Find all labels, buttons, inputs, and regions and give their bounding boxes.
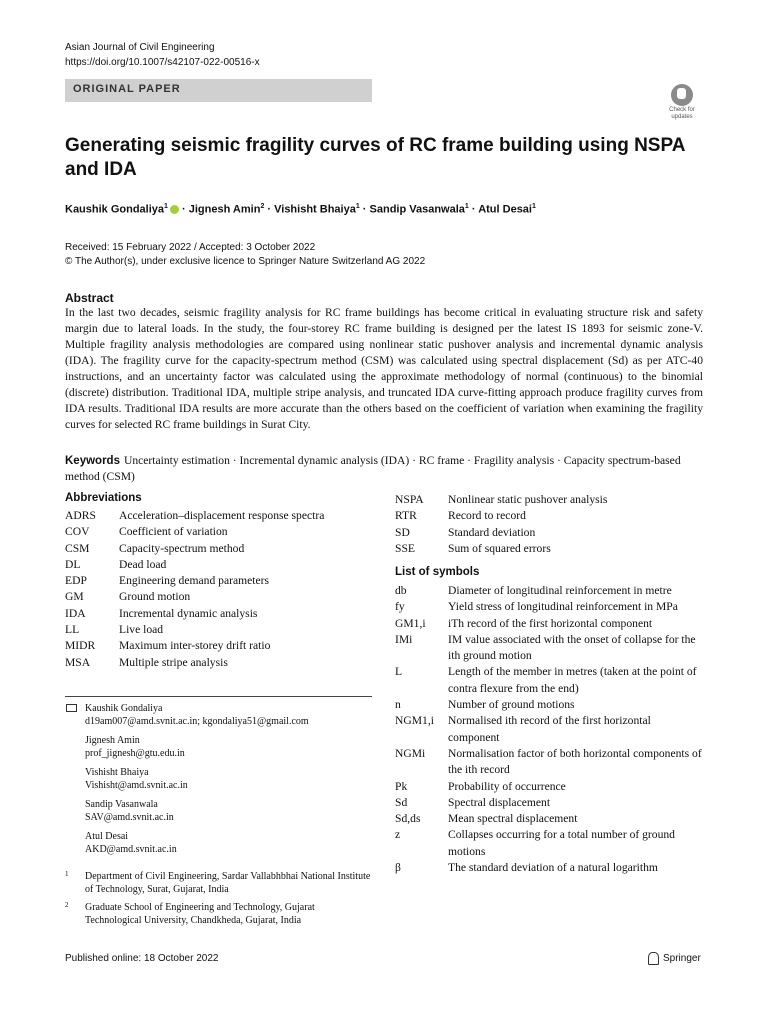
keywords-heading: Keywords	[65, 455, 120, 467]
abbreviation-term: COV	[65, 525, 90, 539]
abbreviation-row	[395, 541, 607, 557]
abbreviation-row	[395, 508, 607, 524]
affiliation-entry	[65, 901, 372, 927]
symbol-term: z	[395, 828, 401, 842]
abbreviation-definition: Coefficient of variation	[119, 525, 228, 539]
symbol-definition: Length of the member in metres (taken at the point of contra flexure from the end)	[448, 665, 697, 695]
abstract-text: In the last two decades, seismic fragility analysis for RC frame buildings has become critical in evaluating structure risk and safety margin due to lateral loads. In the study, the four-storey RC frame building is designed per the latest IS 1893 for seismic zone-V. Multiple fragility analysis methodologies are compared using nonlinear static pushover analysis and incremental dynamic analysis (IDA). The fragility curve for the capacity-spectrum method (CSM) was calculated using spectral displacement (Sd) as per ATC-40 instructions, and an uncertainty factor was calculated using the approximate methodology of normal (continuous) to the binomial (discrete) distribution. Traditional IDA, multiple stripe analysis, and truncated IDA curve-fitting approach produce fragility curves from IDA results. Traditional IDA results are more accurate than the others based on the coefficient of variation when examining the fragility curves for selected RC frame buildings in Surat City.	[65, 306, 703, 431]
article-type-banner	[65, 79, 372, 102]
check-updates-label: Check for	[669, 107, 695, 113]
author-list: Kaushik Gondaliya$^1$ · Jignesh Amin$^2$ · Vishisht Bhaiya$^1$ · Sandip Vasanwala$^1$ · Atul Desai$^1$	[65, 203, 536, 216]
author-affil-mark: 1	[164, 203, 168, 210]
symbol-term: GM1,i	[395, 616, 426, 630]
contact-entry	[65, 798, 372, 824]
check-updates-icon	[671, 84, 693, 106]
abbreviation-row	[65, 508, 324, 524]
abbreviation-row	[65, 589, 324, 605]
contact-name: Jignesh Amin	[85, 735, 140, 746]
doi-link[interactable]: https://doi.org/10.1007/s42107-022-00516-x	[65, 57, 260, 68]
author-name: Atul Desai	[478, 203, 532, 216]
author-name: Sandip Vasanwala	[369, 203, 465, 216]
symbol-row	[395, 860, 705, 876]
footnote-divider	[65, 696, 372, 697]
symbol-term: Pk	[395, 779, 408, 793]
symbol-row	[395, 746, 705, 779]
symbol-row	[395, 697, 705, 713]
contact-email[interactable]: Vishisht@amd.svnit.ac.in	[85, 780, 188, 791]
symbol-definition: Mean spectral displacement	[448, 812, 578, 826]
abbreviation-definition: Incremental dynamic analysis	[119, 606, 258, 620]
keywords-text: Uncertainty estimation · Incremental dynamic analysis (IDA) · RC frame · Fragility analysis · Capacity spectrum-based method (CSM)	[65, 454, 681, 483]
publisher-logo	[648, 952, 701, 965]
symbol-row	[395, 616, 705, 632]
abbreviations-table-left	[65, 508, 324, 671]
affiliation-text: Department of Civil Engineering, Sardar Vallabhbhai National Institute of Technology, Surat, Gujarat, India	[85, 871, 371, 895]
abbreviation-term: LL	[65, 623, 80, 637]
publisher-name: Springer	[663, 953, 701, 965]
abbreviation-definition: Standard deviation	[448, 525, 536, 539]
symbol-definition: The standard deviation of a natural logarithm	[448, 861, 658, 875]
abbreviation-row	[65, 573, 324, 589]
symbol-term: fy	[395, 600, 405, 614]
abbreviation-term: RTR	[395, 509, 417, 523]
abbreviation-definition: Dead load	[119, 557, 167, 571]
abbreviation-row	[65, 557, 324, 573]
abbreviation-definition: Capacity-spectrum method	[119, 541, 245, 555]
keywords	[65, 453, 703, 485]
symbols-heading: List of symbols	[395, 566, 480, 578]
abbreviation-row	[65, 622, 324, 638]
abbreviation-term: GM	[65, 590, 84, 604]
symbol-term: db	[395, 584, 407, 597]
article-dates	[65, 241, 425, 269]
abbreviation-term: DL	[65, 557, 81, 571]
affiliation-text: Graduate School of Engineering and Technology, Gujarat Technological University, Chandkheda, Gujarat, India	[85, 902, 315, 926]
abbreviation-term: MSA	[65, 655, 91, 669]
symbol-definition: Normalised ith record of the first horizontal component	[448, 714, 651, 744]
received-accepted: Received: 15 February 2022 / Accepted: 3 October 2022	[65, 242, 316, 253]
author-contacts	[65, 702, 372, 862]
abbreviation-term: NSPA	[395, 493, 424, 506]
copyright-line: © The Author(s), under exclusive licence to Springer Nature Switzerland AG 2022	[65, 256, 426, 267]
symbol-row	[395, 779, 705, 795]
author-affil-mark: 1	[464, 203, 469, 210]
symbol-definition: Spectral displacement	[448, 795, 551, 809]
symbol-row	[395, 827, 705, 860]
abbreviations-heading: Abbreviations	[65, 492, 142, 504]
abbreviation-row	[65, 638, 324, 654]
contact-email[interactable]: prof_jignesh@gtu.edu.in	[85, 748, 185, 759]
abbreviation-row	[65, 541, 324, 557]
abbreviation-term: CSM	[65, 541, 90, 555]
abbreviation-definition: Live load	[119, 623, 164, 637]
author-name: Kaushik Gondaliya	[65, 203, 165, 216]
abbreviation-row	[65, 606, 324, 622]
author-affil-mark: 2	[260, 203, 265, 210]
author-affil-mark: 1	[531, 203, 536, 210]
symbol-definition: IM value associated with the onset of collapse for the ith ground motion	[448, 632, 696, 663]
symbol-definition: Collapses occurring for a total number of ground motions	[448, 828, 675, 858]
abstract-heading: Abstract	[65, 291, 114, 305]
abbreviation-definition: Record to record	[448, 509, 526, 523]
symbol-term: IMi	[395, 632, 413, 646]
abbreviations-table-right	[395, 492, 607, 557]
abbreviation-term: SSE	[395, 541, 415, 555]
article-type-label: ORIGINAL PAPER	[73, 83, 181, 95]
abbreviation-row	[395, 525, 607, 541]
abbreviation-definition: Maximum inter-storey drift ratio	[119, 639, 271, 653]
symbols-table	[395, 583, 705, 876]
orcid-icon[interactable]	[170, 205, 179, 214]
abbreviation-term: MIDR	[65, 639, 96, 653]
symbol-row	[395, 713, 705, 746]
paper-title: Generating seismic fragility curves of RC frame building using NSPA and IDA	[65, 135, 685, 180]
contact-name: Atul Desai	[85, 831, 129, 842]
contact-email[interactable]: SAV@amd.svnit.ac.in	[85, 812, 174, 823]
abbreviation-definition: Sum of squared errors	[448, 541, 551, 555]
author-name: Jignesh Amin	[188, 203, 261, 216]
check-updates-label-2: updates	[671, 114, 693, 120]
abbreviation-definition: Multiple stripe analysis	[119, 655, 228, 669]
journal-name: Asian Journal of Civil Engineering	[65, 42, 215, 53]
symbol-row	[395, 632, 705, 665]
symbol-row	[395, 811, 705, 827]
abbreviation-definition: Ground motion	[119, 590, 191, 604]
journal-header	[65, 40, 260, 70]
affiliation-number: 1	[65, 870, 69, 878]
symbol-definition: Probability of occurrence	[448, 779, 566, 793]
affiliation-number: 2	[65, 901, 69, 909]
symbol-term: Sd	[395, 795, 408, 809]
symbol-term: L	[395, 665, 403, 679]
symbol-definition: iTh record of the first horizontal component	[448, 616, 653, 630]
contact-entry	[65, 766, 372, 792]
abbreviation-row	[395, 492, 607, 508]
abbreviation-definition: Acceleration–displacement response spectra	[119, 509, 325, 522]
abbreviation-definition: Engineering demand parameters	[119, 574, 270, 588]
abbreviation-term: EDP	[65, 574, 87, 588]
abbreviation-term: IDA	[65, 606, 86, 620]
symbol-term: NGM1,i	[395, 714, 434, 728]
contact-entry	[65, 734, 372, 760]
abbreviation-definition: Nonlinear static pushover analysis	[448, 493, 608, 506]
symbol-row	[395, 583, 705, 599]
symbol-definition: Yield stress of longitudinal reinforcement in MPa	[448, 600, 678, 614]
symbol-term: NGMi	[395, 746, 426, 760]
symbol-term: Sd,ds	[395, 812, 421, 826]
contact-name: Vishisht Bhaiya	[85, 767, 149, 778]
author-name: Vishisht Bhaiya	[274, 203, 356, 216]
contact-entry	[65, 702, 372, 728]
contact-email[interactable]: d19am007@amd.svnit.ac.in; kgondaliya51@gmail.com	[85, 716, 309, 727]
contact-name: Kaushik Gondaliya	[85, 703, 163, 714]
contact-name: Sandip Vasanwala	[85, 799, 158, 810]
abbreviation-row	[65, 524, 324, 540]
symbol-term: β	[395, 861, 401, 875]
symbol-row	[395, 795, 705, 811]
symbol-row	[395, 664, 705, 697]
springer-horse-icon	[648, 952, 659, 965]
envelope-icon	[66, 704, 77, 712]
abbreviation-term: SD	[395, 525, 410, 539]
symbol-row	[395, 599, 705, 615]
contact-email[interactable]: AKD@amd.svnit.ac.in	[85, 844, 177, 855]
abbreviation-term: ADRS	[65, 509, 96, 522]
published-date: Published online: 18 October 2022	[65, 953, 219, 964]
contact-entry	[65, 830, 372, 856]
affiliations	[65, 870, 372, 932]
symbol-term: n	[395, 698, 401, 712]
check-for-updates-badge[interactable]	[664, 84, 700, 124]
symbol-definition: Diameter of longitudinal reinforcement in metre	[448, 584, 672, 597]
author-affil-mark: 1	[355, 203, 360, 210]
abbreviation-row	[65, 655, 324, 671]
affiliation-entry	[65, 870, 372, 896]
symbol-definition: Number of ground motions	[448, 698, 575, 712]
symbol-definition: Normalisation factor of both horizontal components of the ith record	[448, 746, 702, 777]
